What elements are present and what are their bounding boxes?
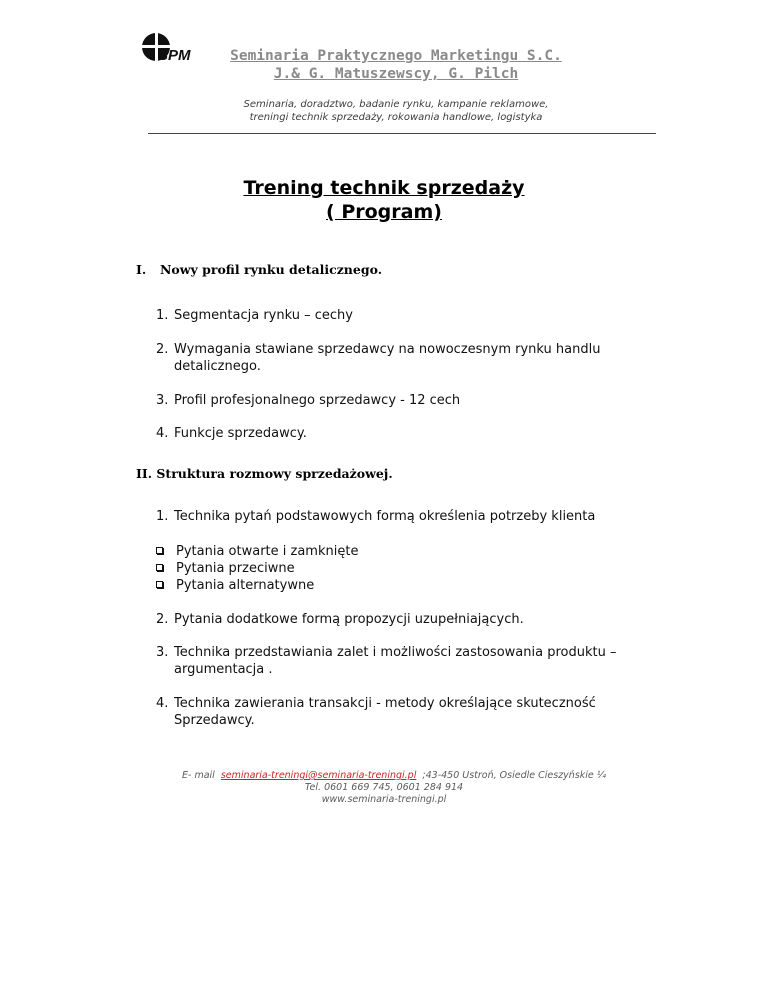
item-text: Segmentacja rynku – cechy [174, 308, 353, 323]
square-bullet-icon [156, 581, 163, 588]
square-bullet-icon [156, 564, 163, 571]
footer-phone: Tel. 0601 669 745, 0601 284 914 [304, 782, 464, 793]
item-number: 2. [156, 342, 169, 357]
list-item [156, 644, 656, 678]
item-number: 2. [156, 612, 169, 627]
list-item [156, 307, 656, 324]
item-number: 3. [156, 645, 169, 660]
item-text: Technika zawierania transakcji - metody określające skuteczność [174, 696, 596, 711]
item-number: 4. [156, 426, 169, 441]
list-item [156, 341, 656, 375]
list-item [156, 508, 656, 525]
bullet-text: Pytania przeciwne [176, 561, 295, 576]
section-title: Struktura rozmowy sprzedażowej. [156, 466, 393, 481]
section-heading-1 [136, 262, 382, 277]
document-title: Trening technik sprzedaży [243, 177, 525, 199]
section-title: Nowy profil rynku detalicznego. [160, 262, 383, 277]
section-heading-2 [136, 466, 393, 481]
footer-website: www.seminaria-treningi.pl [321, 794, 447, 805]
section-number: II. [136, 466, 153, 481]
list-item [156, 392, 656, 409]
footer-contact [10, 770, 768, 781]
list-item [156, 611, 656, 628]
bullet-text: Pytania otwarte i zamknięte [176, 544, 359, 559]
item-number: 3. [156, 393, 169, 408]
list-item [156, 425, 656, 442]
item-number: 1. [156, 308, 169, 323]
company-name-line1: Seminaria Praktycznego Marketingu S.C. [230, 48, 562, 64]
item-text: Funkcje sprzedawcy. [174, 426, 307, 441]
item-number: 4. [156, 696, 169, 711]
section-number: I. [136, 262, 147, 277]
item-text: Technika pytań podstawowych formą określenia potrzeby klienta [174, 509, 596, 524]
address: ;43-450 Ustroń, Osiedle Cieszyńskie ¼ [422, 770, 606, 781]
header-divider [148, 133, 656, 134]
item-text: Technika przedstawiania zalet i możliwości zastosowania produktu – [174, 645, 617, 660]
tagline-line2: treningi technik sprzedaży, rokowania handlowe, logistyka [249, 112, 543, 123]
bullet-text: Pytania alternatywne [176, 578, 315, 593]
company-name-line2: J.& G. Matuszewscy, G. Pilch [273, 66, 519, 82]
item-text-continuation: detalicznego. [174, 359, 261, 374]
square-bullet-icon [156, 547, 163, 554]
item-text: Pytania dodatkowe formą propozycji uzupełniających. [174, 612, 524, 627]
tagline-line1: Seminaria, doradztwo, badanie rynku, kampanie reklamowe, [243, 99, 549, 110]
item-text: Wymagania stawiane sprzedawcy na nowoczesnym rynku handlu [174, 342, 601, 357]
document-subtitle: ( Program) [326, 201, 442, 223]
item-number: 1. [156, 509, 169, 524]
logo-text: SPM [158, 47, 191, 63]
item-text-continuation: argumentacja . [174, 662, 273, 677]
item-text-continuation: Sprzedawcy. [174, 713, 255, 728]
email-prefix: E- mail [182, 770, 215, 781]
item-text: Profil profesjonalnego sprzedawcy - 12 cech [174, 393, 461, 408]
list-item [156, 695, 656, 729]
email-link[interactable]: seminaria-treningi@seminaria-treningi.pl [220, 770, 417, 781]
